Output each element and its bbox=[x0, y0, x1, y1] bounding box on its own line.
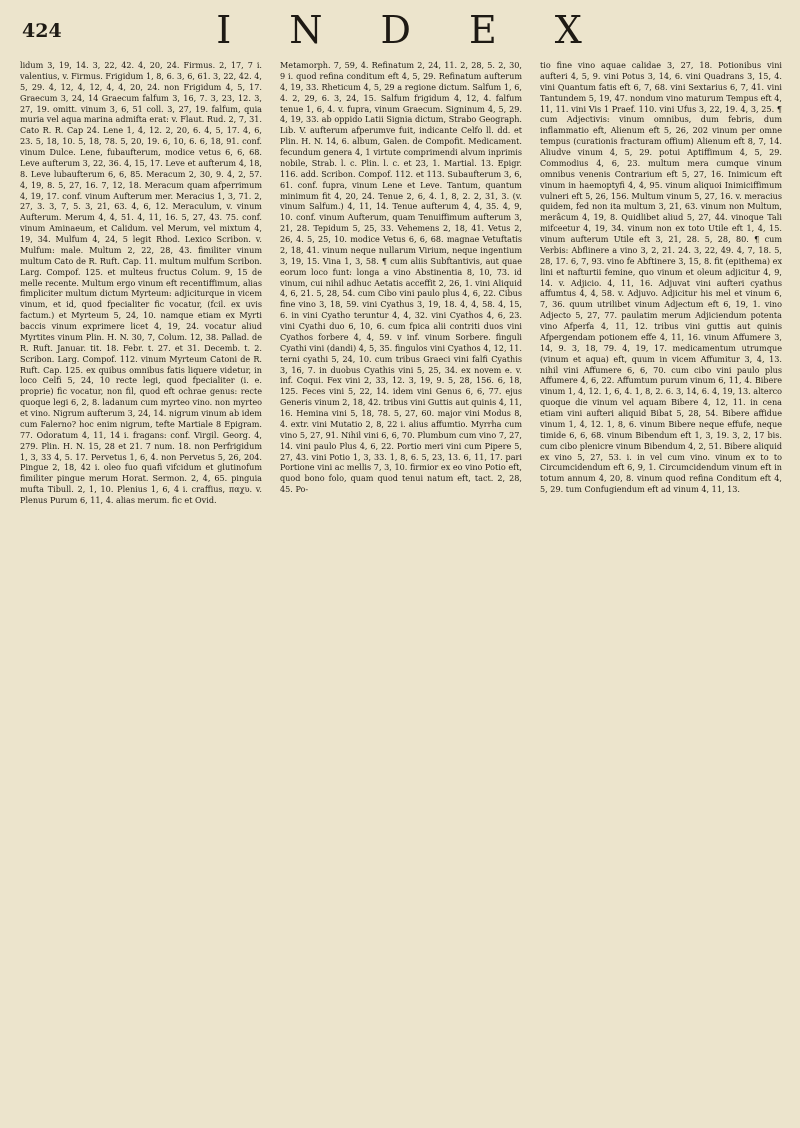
page-header bbox=[22, 8, 776, 54]
index-columns bbox=[20, 60, 782, 1118]
index-column-middle: Metamorph. 7, 59, 4. Refinatum 2, 24, 11. 2, 28, 5. 2, 30, 9 i. quod refina conditum eft 4, 5, 29. Refinatum aufterum 4, 19, 33. Rheticum 4, 5, 29 a regione dictum. Salfum 1, 6, 4. 2, 29, 6. 3, 24, 15. Salfum frigidum 4, 12, 4. falfum tenue 1, 6, 4. v. fupra, vinum Graecum. Signinum 4, 5, 29. 4, 19, 33. ab oppido Latii Signia dictum, Strabo Geograph. Lib. V. aufterum afperumve fuit, indicante Celfo ll. dd. et Plin. H. N. 14, 6. album, Galen. de Compofit. Medicament. fecundum genera 4, 1 virtute comprimendi alvum inprimis nobile, Strab. l. c. Plin. l. c. et 23, 1. Martial. 13. Epigr. 116. add. Scribon. Compof. 112. et 113. Subaufterum 3, 6, 61. conf. fupra, vinum Lene et Leve. Tantum, quantum minimum fit 4, 20, 24. Tenue 2, 6, 4. 1, 8, 2. 2, 31, 3. (v. vinum Salfum.) 4, 11, 14. Tenue aufterum 4, 4, 35. 4, 9, 10. conf. vinum Aufterum, quam Tenuiffimum aufterum 3, 21, 28. Tepidum 5, 25, 33. Vehemens 2, 18, 41. Vetus 2, 26, 4. 5, 25, 10. modice Vetus 6, 6, 68. magnae Vetuftatis 2, 18, 41. vinum neque nullarum Virium, neque ingentium 3, 19, 15. Vina 1, 3, 58. ¶ cum aliis Subftantivis, aut quae eorum loco funt: longa a vino Abstinentia 8, 10, 73. id vinum, cui nihil adhuc Aetatis acceffit 2, 26, 1. vini Aliquid 4, 6, 21. 5, 28, 54. cum Cibo vini paulo plus 4, 6, 22. Cibus fine vino 3, 18, 59. vini Cyathus 3, 19, 18. 4, 4, 58. 4, 15, 6. in vini Cyatho teruntur 4, 4, 32. vini Cyathos 4, 6, 23. vini Cyathi duo 6, 10, 6. cum fpica alii contriti duos vini Cyathos forbere 4, 4, 59. v inf. vinum Sorbere. finguli Cyathi vini (dandi) 4, 5, 35. fingulos vini Cyathos 4, 12, 11. terni cyathi 5, 24, 10. cum tribus Graeci vini falfi Cyathis 3, 16, 7. in duobus Cyathis vini 5, 25, 34. ex novem e. v. inf. Coqui. Fex vini 2, 33, 12. 3, 19, 9. 5, 28, 156. 6, 18, 125. Feces vini 5, 22, 14. idem vini Genus 6, 6, 77. ejus Generis vinum 2, 18, 42. tribus vini Guttis aut quinis 4, 11, 16. Hemina vini 5, 18, 78. 5, 27, 60. major vini Modus 8, 4. extr. vini Mutatio 2, 8, 22 i. alius affumtio. Myrrha cum vino 5, 27, 91. Nihil vini 6, 6, 70. Plumbum cum vino 7, 27, 14. vini paulo Plus 4, 6, 22. Portio meri vini cum Pipere 5, 27, 43. vini Potio 1, 3, 33. 1, 8, 6. 5, 23, 13. 6, 11, 17. pari Portione vini ac mellis 7, 3, 10. firmior ex eo vino Potio eft, quod bono folo, quam quod tenui natum eft, tact. 2, 28, 45. Po- bbox=[280, 60, 522, 495]
page-number: 424 bbox=[22, 20, 62, 42]
index-column-right: tio fine vino aquae calidae 3, 27, 18. Potionibus vini aufteri 4, 5, 9. vini Potus 3, 14, 6. vini Quadrans 3, 15, 4. vini Quantum fatis eft 6, 7, 68. vini Sextarius 6, 7, 41. vini Tantundem 5, 19, 47. nondum vino maturum Tempus eft 4, 11, 11. vini Vis 1 Praef. 110. vini Ufus 3, 22, 19. 4, 3, 25. ¶ cum Adjectivis: vinum omnibus, dum febris, dum inflammatio eft, Alienum eft 5, 26, 202 vinum per omne tempus (curationis fracturam offium) Alienum eft 8, 7, 14. Aliudve vinum 4, 5, 29. potui Aptiffimum 4, 5, 29. Commodius 4, 6, 23. multum mera cumque vinum omnibus venenis Contrarium eft 5, 27, 16. Inimicum eft vinum in haemoptyfi 4, 4, 95. vinum aliquoi Inimiciffimum vulneri eft 5, 26, 156. Multum vinum 5, 27, 16. v. meracius quidem, fed non ita multum 3, 21, 63. vinum non Multum, merâcum 4, 19, 8. Quidlibet aliud 5, 27, 44. vinoque Tali mifceetur 4, 19, 34. vinum non ex toto Utile eft 1, 4, 15. vinum aufterum Utile eft 3, 21, 28. 5, 28, 80. ¶ cum Verbis: Abflinere a vino 3, 2, 21. 24. 3, 22, 49. 4, 7, 18. 5, 28, 17. 6, 7, 93. vino fe Abftinere 3, 15, 8. fit (epithema) ex lini et nafturtii femine, quo vinum et oleum adjicitur 4, 9, 14. v. Adjicio. 4, 11, 16. Adjuvat vini aufteri cyathus affumtus 4, 4, 58. v. Adjuvo. Adjicitur his mel et vinum 6, 7, 36. quum utrilibet vinum Adjectum eft 6, 19, 1. vino Adjecto 5, 27, 77. paulatim merum Adjiciendum potenta vino Afperfa 4, 11, 12. tribus vini guttis aut quinis Afpergendam potionem effe 4, 11, 16. vinum Affumere 3, 14, 9. 3, 18, 79. 4, 19, 17. medicamentum utrumque (vinum et aqua) eft, quum in vicem Affumitur 3, 4, 13. nihil vini Affumere 6, 6, 70. cum cibo vini paulo plus Affumere 4, 6, 22. Affumtum purum vinum 6, 11, 4. Bibere vinum 1, 4, 12. 1, 6, 4. 1, 8, 2. 6. 3, 14, 6. 4, 19, 13. alterco quoque die vinum vel aquam Bibere 4, 12, 11. in cena etiam vini aufteri aliquid Bibat 5, 28, 54. Bibere affidue vinum 1, 4, 12. 1, 8, 6. vinum Bibere neque effufe, neque timide 6, 6, 68. vinum Bibendum eft 1, 3, 19. 3, 2, 17 bis. cum cibo plenicre vinum Bibendum 4, 2, 51. Bibere aliquid ex vino 5, 27, 53. i. in vel cum vino. vinum ex to to Circumcidendum eft 6, 9, 1. Circumcidendum vinum eft in totum annum 4, 20, 8. vinum quod refina Conditum eft 4, 5, 29. tum Confugiendum eft ad vinum 4, 11, 13. bbox=[540, 60, 782, 495]
index-column-left: lidum 3, 19, 14. 3, 22, 42. 4, 20, 24. Firmus. 2, 17, 7 i. valentius, v. Firmus. Frigidum 1, 8, 6. 3, 6, 61. 3, 22, 42. 4, 5, 29. 4, 12, 4, 12, 4, 4, 20, 24. non Frigidum 4, 5, 17. Graecum 3, 24, 14 Graecum falfum 3, 16, 7. 3, 23, 12. 3, 27, 19. omitt. vinum 3, 6, 51 coll. 3, 27, 19. falfum, quia muria vel aqua marina admifta erat: v. Flaut. Rud. 2, 7, 31. Cato R. R. Cap 24. Lene 1, 4, 12. 2, 20, 6. 4, 5, 17. 4, 6, 23. 5, 18, 10. 5, 18, 78. 5, 20, 19. 6, 10, 6. 6, 18, 91. conf. vinum Dulce. Lene, fubaufterum, modice vetus 6, 6, 68. Leve aufterum 3, 22, 36. 4, 15, 17. Leve et aufterum 4, 18, 8. Leve lubaufterum 6, 6, 85. Meracum 2, 30, 9. 4, 2, 57. 4, 19, 8. 5, 27, 16. 7, 12, 18. Meracum quam afperrimum 4, 19, 17. conf. vinum Aufterum mer. Meracius 1, 3, 71. 2, 27, 3. 3, 7, 5. 3, 21, 63. 4, 6, 12. Meraculum, v. vinum Aufterum. Merum 4, 4, 51. 4, 11, 16. 5, 27, 43. 75. conf. vinum Aminaeum, et Calidum. vel Merum, vel mixtum 4, 19, 34. Mulfum 4, 24, 5 legit Rhod. Lexico Scribon. v. Mulfum: male. Multum 2, 22, 28, 43. fimiliter vinum multum Cato de R. Ruft. Cap. 11. multum mulfum Scribon. Larg. Compof. 125. et multeus fructus Colum. 9, 15 de melle recente. Multum ergo vinum eft recentiffimum, alias fimpliciter multum dictum Myrteum: adjiciturque in vicem vinum, et id, quod fpecialiter fic vocatur, (fcil. ex uvis factum.) et Myrteum 5, 24, 10. namque etiam ex Myrti baccis vinum exprimere licet 4, 19, 24. vocatur aliud Myrtites vinum Plin. H. N. 30, 7, Colum. 12, 38. Pallad. de R. Ruft. Januar. tit. 18. Febr. t. 27. et 31. Decemb. t. 2. Scribon. Larg. Compof. 112. vinum Myrteum Catoni de R. Ruft. Cap. 125. ex quibus omnibus fatis liquere videtur, in loco Celfi 5, 24, 10 recte legi, quod fpecialiter (i. e. proprie) fic vocatur, non fil, quod eft ochrae genus: recte quoque legi 6, 2, 8. ladanum cum myrteo vino. non myrteo et vino. Nigrum aufterum 3, 24, 14. nigrum vinum ab idem cum Falerno? hoc enim nigrum, tefte Martiale 8 Epigram. 77. Odoratum 4, 11, 14 i. fragans: conf. Virgil. Georg. 4, 279. Plin. H. N. 15, 28 et 21. 7 num. 18. non Perfrigidum 1, 3, 33 4, 5. 17. Pervetus 1, 6, 4. non Pervetus 5, 26, 204. Pingue 2, 18, 42 i. oleo fuo quafi vifcidum et glutinofum fimiliter pingue merum Horat. Sermon. 2, 4, 65. pinguia mufta Tibull. 2, 1, 10. Plenius 1, 6, 4 i. craffius, παχυ. v. Plenus Purum 6, 11, 4. alias merum. fic et Ovid. bbox=[20, 60, 262, 505]
running-head: INDEX bbox=[216, 8, 640, 52]
